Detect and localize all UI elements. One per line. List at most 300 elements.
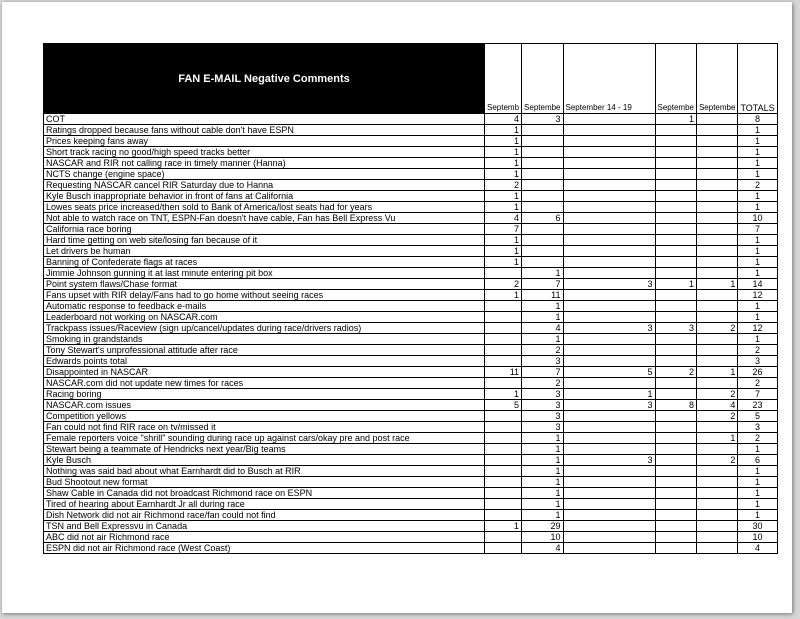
column-header: Septemb [485,44,522,114]
value-cell [655,257,696,268]
table-row [44,147,778,158]
value-cell [696,235,737,246]
comment-cell: Dish Network did not air Richmond race/fan could not find [44,510,485,521]
value-cell [655,191,696,202]
value-cell: 3 [522,422,563,433]
value-cell: 1 [522,301,563,312]
table-row [44,444,778,455]
total-cell: 1 [738,147,777,158]
value-cell: 1 [485,191,522,202]
table-row [44,521,778,532]
value-cell [563,433,655,444]
value-cell [696,312,737,323]
comment-cell: Lowes seats price increased/then sold to Bank of America/lost seats had for years [44,202,485,213]
value-cell: 3 [522,356,563,367]
value-cell: 1 [485,169,522,180]
table-row [44,257,778,268]
value-cell [655,312,696,323]
value-cell: 1 [655,279,696,290]
value-cell [563,334,655,345]
table-row [44,367,778,378]
value-cell [485,268,522,279]
value-cell: 4 [485,213,522,224]
comment-cell: Smoking in grandstands [44,334,485,345]
value-cell [655,202,696,213]
value-cell [696,543,737,554]
value-cell [696,125,737,136]
value-cell: 11 [485,367,522,378]
value-cell [485,301,522,312]
comment-cell: NASCAR.com issues [44,400,485,411]
value-cell: 1 [485,257,522,268]
total-cell: 1 [738,125,777,136]
value-cell: 7 [485,224,522,235]
table-row [44,235,778,246]
value-cell [563,191,655,202]
value-cell [563,257,655,268]
value-cell [563,180,655,191]
value-cell: 3 [563,323,655,334]
value-cell [655,543,696,554]
table-row [44,532,778,543]
table-row [44,466,778,477]
value-cell [485,334,522,345]
value-cell: 3 [522,389,563,400]
value-cell [655,268,696,279]
value-cell [563,411,655,422]
value-cell [655,235,696,246]
value-cell [485,312,522,323]
table-row [44,125,778,136]
value-cell [655,356,696,367]
column-header: Septembe [655,44,696,114]
value-cell [655,521,696,532]
value-cell [655,499,696,510]
table-row [44,433,778,444]
value-cell [485,378,522,389]
comment-cell: Bud Shootout new format [44,477,485,488]
table-row [44,158,778,169]
comment-cell: ESPN did not air Richmond race (West Coast) [44,543,485,554]
value-cell [655,290,696,301]
value-cell: 3 [563,455,655,466]
column-header: Septembe [522,44,563,114]
value-cell [696,532,737,543]
value-cell [655,224,696,235]
total-cell: 1 [738,510,777,521]
value-cell [563,235,655,246]
total-cell: 2 [738,433,777,444]
value-cell [563,532,655,543]
value-cell [696,477,737,488]
value-cell: 1 [522,433,563,444]
total-cell: 1 [738,477,777,488]
value-cell [522,235,563,246]
value-cell: 1 [522,499,563,510]
table-row [44,543,778,554]
value-cell [522,246,563,257]
value-cell [485,543,522,554]
value-cell: 2 [522,378,563,389]
value-cell [485,466,522,477]
table-row [44,169,778,180]
table-row [44,477,778,488]
comment-cell: Disappointed in NASCAR [44,367,485,378]
value-cell [696,224,737,235]
value-cell: 1 [522,334,563,345]
value-cell [522,125,563,136]
table-row [44,422,778,433]
value-cell: 2 [696,455,737,466]
value-cell [563,246,655,257]
value-cell [563,213,655,224]
value-cell [563,378,655,389]
value-cell: 1 [522,444,563,455]
value-cell [696,378,737,389]
value-cell [696,246,737,257]
value-cell [563,301,655,312]
value-cell: 1 [485,158,522,169]
value-cell [655,488,696,499]
comment-cell: Leaderboard not working on NASCAR.com [44,312,485,323]
comment-cell: Let drivers be human [44,246,485,257]
comment-cell: Competition yellows [44,411,485,422]
value-cell: 1 [485,246,522,257]
value-cell: 2 [655,367,696,378]
total-cell: 1 [738,257,777,268]
value-cell [696,521,737,532]
comment-cell: Short track racing no good/high speed tracks better [44,147,485,158]
table-row [44,202,778,213]
value-cell [563,125,655,136]
value-cell [563,466,655,477]
value-cell [655,136,696,147]
value-cell: 1 [696,433,737,444]
table-row [44,400,778,411]
value-cell [655,169,696,180]
value-cell [655,411,696,422]
value-cell [696,202,737,213]
table-row [44,345,778,356]
value-cell [485,477,522,488]
value-cell [563,158,655,169]
value-cell [485,323,522,334]
total-cell: 26 [738,367,777,378]
table-row [44,356,778,367]
value-cell [696,488,737,499]
value-cell [485,411,522,422]
comment-cell: NASCAR.com did not update new times for races [44,378,485,389]
spreadsheet-page [2,2,792,613]
value-cell: 1 [696,279,737,290]
comment-cell: Racing boring [44,389,485,400]
value-cell [696,268,737,279]
value-cell: 1 [485,235,522,246]
value-cell [522,169,563,180]
table-row [44,301,778,312]
total-cell: 8 [738,114,777,125]
value-cell [696,466,737,477]
comment-cell: Edwards points total [44,356,485,367]
value-cell [522,147,563,158]
table-row [44,510,778,521]
value-cell [696,180,737,191]
value-cell [696,158,737,169]
value-cell [655,510,696,521]
value-cell [485,345,522,356]
table-row [44,411,778,422]
value-cell [522,224,563,235]
column-header: Septembe [696,44,737,114]
value-cell [655,433,696,444]
comment-cell: Trackpass issues/Raceview (sign up/cancel/updates during race/drivers radios) [44,323,485,334]
value-cell [655,213,696,224]
value-cell: 29 [522,521,563,532]
value-cell [655,125,696,136]
table-row [44,378,778,389]
value-cell: 10 [522,532,563,543]
value-cell [696,444,737,455]
value-cell [696,499,737,510]
comment-cell: Not able to watch race on TNT, ESPN-Fan doesn't have cable, Fan has Bell Express Vu [44,213,485,224]
total-cell: 1 [738,312,777,323]
total-cell: 1 [738,235,777,246]
table-row [44,114,778,125]
comment-cell: Stewart being a teammate of Hendricks next year/Big teams [44,444,485,455]
comment-cell: ABC did not air Richmond race [44,532,485,543]
value-cell: 2 [522,345,563,356]
comment-cell: Female reporters voice "shrill" sounding during race up against cars/okay pre and post race [44,433,485,444]
value-cell [563,521,655,532]
table-row [44,323,778,334]
table-row [44,488,778,499]
value-cell [563,169,655,180]
table-row [44,455,778,466]
value-cell [655,532,696,543]
total-cell: 14 [738,279,777,290]
total-cell: 1 [738,268,777,279]
value-cell [485,455,522,466]
value-cell [696,147,737,158]
value-cell [485,499,522,510]
total-cell: 12 [738,290,777,301]
comment-cell: Kyle Busch inappropriate behavior in front of fans at California [44,191,485,202]
total-cell: 2 [738,180,777,191]
value-cell: 3 [522,411,563,422]
value-cell: 2 [485,180,522,191]
value-cell [563,268,655,279]
comment-cell: Tony Stewart's unprofessional attitude after race [44,345,485,356]
total-cell: 1 [738,488,777,499]
value-cell [485,488,522,499]
sheet-title: FAN E-MAIL Negative Comments [44,44,485,114]
value-cell: 1 [485,147,522,158]
value-cell [655,334,696,345]
value-cell: 1 [485,290,522,301]
total-cell: 3 [738,356,777,367]
value-cell [563,290,655,301]
total-cell: 30 [738,521,777,532]
comment-cell: Banning of Confederate flags at races [44,257,485,268]
comments-body [44,114,778,554]
value-cell [522,257,563,268]
value-cell [696,257,737,268]
value-cell: 1 [655,114,696,125]
total-cell: 5 [738,411,777,422]
value-cell [655,466,696,477]
comment-cell: Point system flaws/Chase format [44,279,485,290]
value-cell: 11 [522,290,563,301]
comment-cell: California race boring [44,224,485,235]
value-cell: 4 [696,400,737,411]
total-cell: 1 [738,169,777,180]
value-cell [696,213,737,224]
value-cell: 2 [696,323,737,334]
value-cell [563,114,655,125]
value-cell: 4 [522,323,563,334]
value-cell: 2 [696,389,737,400]
value-cell [696,136,737,147]
comment-cell: Automatic response to feedback e-mails [44,301,485,312]
value-cell: 2 [485,279,522,290]
value-cell [522,158,563,169]
value-cell: 6 [522,213,563,224]
value-cell [655,444,696,455]
value-cell: 3 [522,114,563,125]
table-row [44,136,778,147]
value-cell [563,147,655,158]
comment-cell: Hard time getting on web site/losing fan because of it [44,235,485,246]
total-cell: 23 [738,400,777,411]
comment-cell: Jimmie Johnson gunning it at last minute entering pit box [44,268,485,279]
value-cell [563,345,655,356]
value-cell [696,290,737,301]
value-cell [563,477,655,488]
total-cell: 7 [738,389,777,400]
value-cell: 2 [696,411,737,422]
value-cell: 1 [485,521,522,532]
value-cell [655,378,696,389]
total-cell: 10 [738,532,777,543]
value-cell [696,510,737,521]
comment-cell: Tired of hearing about Earnhardt Jr all during race [44,499,485,510]
comment-cell: NASCAR and RIR not calling race in timely manner (Hanna) [44,158,485,169]
value-cell [485,444,522,455]
total-cell: 1 [738,499,777,510]
table-row [44,180,778,191]
value-cell: 1 [696,367,737,378]
value-cell: 3 [522,400,563,411]
comment-cell: Fan could not find RIR race on tv/missed it [44,422,485,433]
value-cell [655,158,696,169]
total-cell: 1 [738,301,777,312]
value-cell: 5 [485,400,522,411]
table-row [44,312,778,323]
value-cell [655,389,696,400]
value-cell [696,345,737,356]
value-cell: 3 [655,323,696,334]
value-cell: 1 [485,389,522,400]
value-cell [522,202,563,213]
table-row [44,268,778,279]
value-cell: 1 [522,268,563,279]
value-cell [696,422,737,433]
value-cell [522,180,563,191]
value-cell [563,543,655,554]
value-cell: 5 [563,367,655,378]
table-row [44,191,778,202]
total-cell: 1 [738,466,777,477]
comment-cell: Prices keeping fans away [44,136,485,147]
value-cell: 7 [522,367,563,378]
table-row [44,279,778,290]
value-cell: 1 [485,136,522,147]
value-cell [563,136,655,147]
value-cell [655,180,696,191]
total-cell: 4 [738,543,777,554]
totals-header: TOTALS [738,44,777,114]
comment-cell: Nothing was said bad about what Earnhardt did to Busch at RIR [44,466,485,477]
table-row [44,246,778,257]
total-cell: 1 [738,202,777,213]
value-cell: 1 [522,477,563,488]
value-cell [563,422,655,433]
value-cell [563,499,655,510]
comment-cell: TSN and Bell Expressvu in Canada [44,521,485,532]
total-cell: 6 [738,455,777,466]
total-cell: 1 [738,191,777,202]
value-cell [485,356,522,367]
value-cell: 3 [563,279,655,290]
value-cell [696,356,737,367]
table-row [44,499,778,510]
value-cell [655,345,696,356]
value-cell: 1 [522,312,563,323]
value-cell [655,301,696,312]
value-cell [655,455,696,466]
total-cell: 1 [738,334,777,345]
table-row [44,224,778,235]
value-cell [522,136,563,147]
comment-cell: COT [44,114,485,125]
total-cell: 12 [738,323,777,334]
table-row [44,213,778,224]
value-cell [522,191,563,202]
comment-cell: Shaw Cable in Canada did not broadcast Richmond race on ESPN [44,488,485,499]
column-header: September 14 - 19 [563,44,655,114]
value-cell [485,433,522,444]
value-cell [563,444,655,455]
value-cell: 4 [485,114,522,125]
table-row [44,334,778,345]
value-cell: 1 [563,389,655,400]
value-cell [485,422,522,433]
value-cell [696,334,737,345]
value-cell: 3 [563,400,655,411]
value-cell [655,246,696,257]
value-cell: 4 [522,543,563,554]
total-cell: 2 [738,378,777,389]
comment-cell: Fans upset with RIR delay/Fans had to go home without seeing races [44,290,485,301]
value-cell: 8 [655,400,696,411]
value-cell: 7 [522,279,563,290]
value-cell [563,356,655,367]
total-cell: 1 [738,136,777,147]
value-cell [655,477,696,488]
total-cell: 2 [738,345,777,356]
value-cell: 1 [485,202,522,213]
comment-cell: NCTS change (engine space) [44,169,485,180]
